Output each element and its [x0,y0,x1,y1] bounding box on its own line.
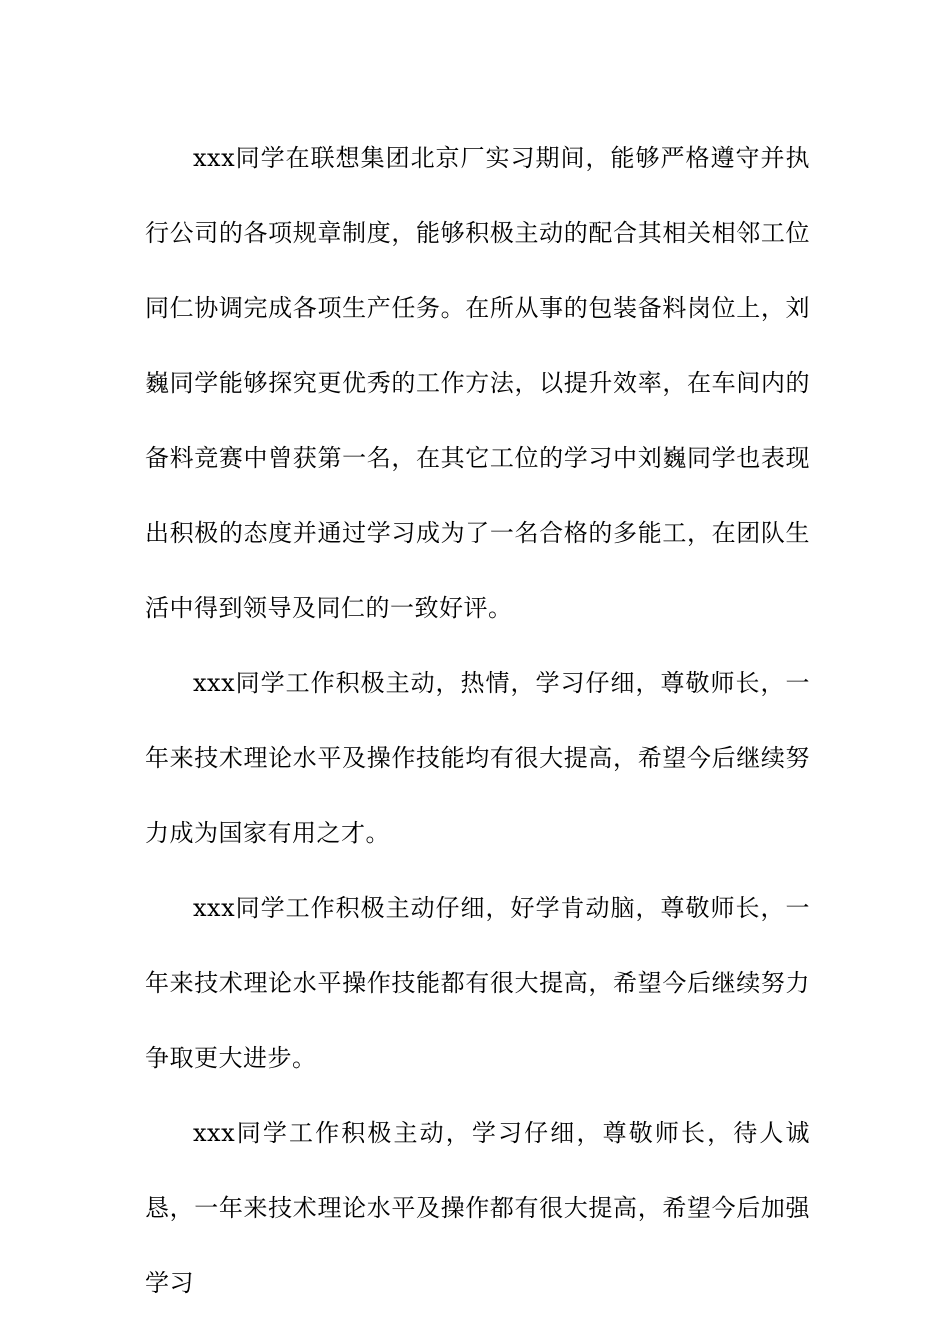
paragraph-2: xxx同学工作积极主动，热情，学习仔细，尊敬师长，一年来技术理论水平及操作技能均有很大提高，希望今后继续努力成为国家有用之才。 [145,669,810,847]
paragraph-3: xxx同学工作积极主动仔细，好学肯动脑，尊敬师长，一年来技术理论水平操作技能都有很大提高，希望今后继续努力争取更大进步。 [145,894,810,1072]
document-page [145,121,810,1321]
paragraph-4: xxx同学工作积极主动，学习仔细，尊敬师长，待人诚恳，一年来技术理论水平及操作都有很大提高，希望今后加强学习 [145,1119,810,1297]
paragraph-1: xxx同学在联想集团北京厂实习期间，能够严格遵守并执行公司的各项规章制度，能够积极主动的配合其相关相邻工位同仁协调完成各项生产任务。在所从事的包装备料岗位上，刘巍同学能够探究更优秀的工作方法，以提升效率，在车间内的备料竞赛中曾获第一名，在其它工位的学习中刘巍同学也表现出积极的态度并通过学习成为了一名合格的多能工，在团队生活中得到领导及同仁的一致好评。 [145,144,810,622]
